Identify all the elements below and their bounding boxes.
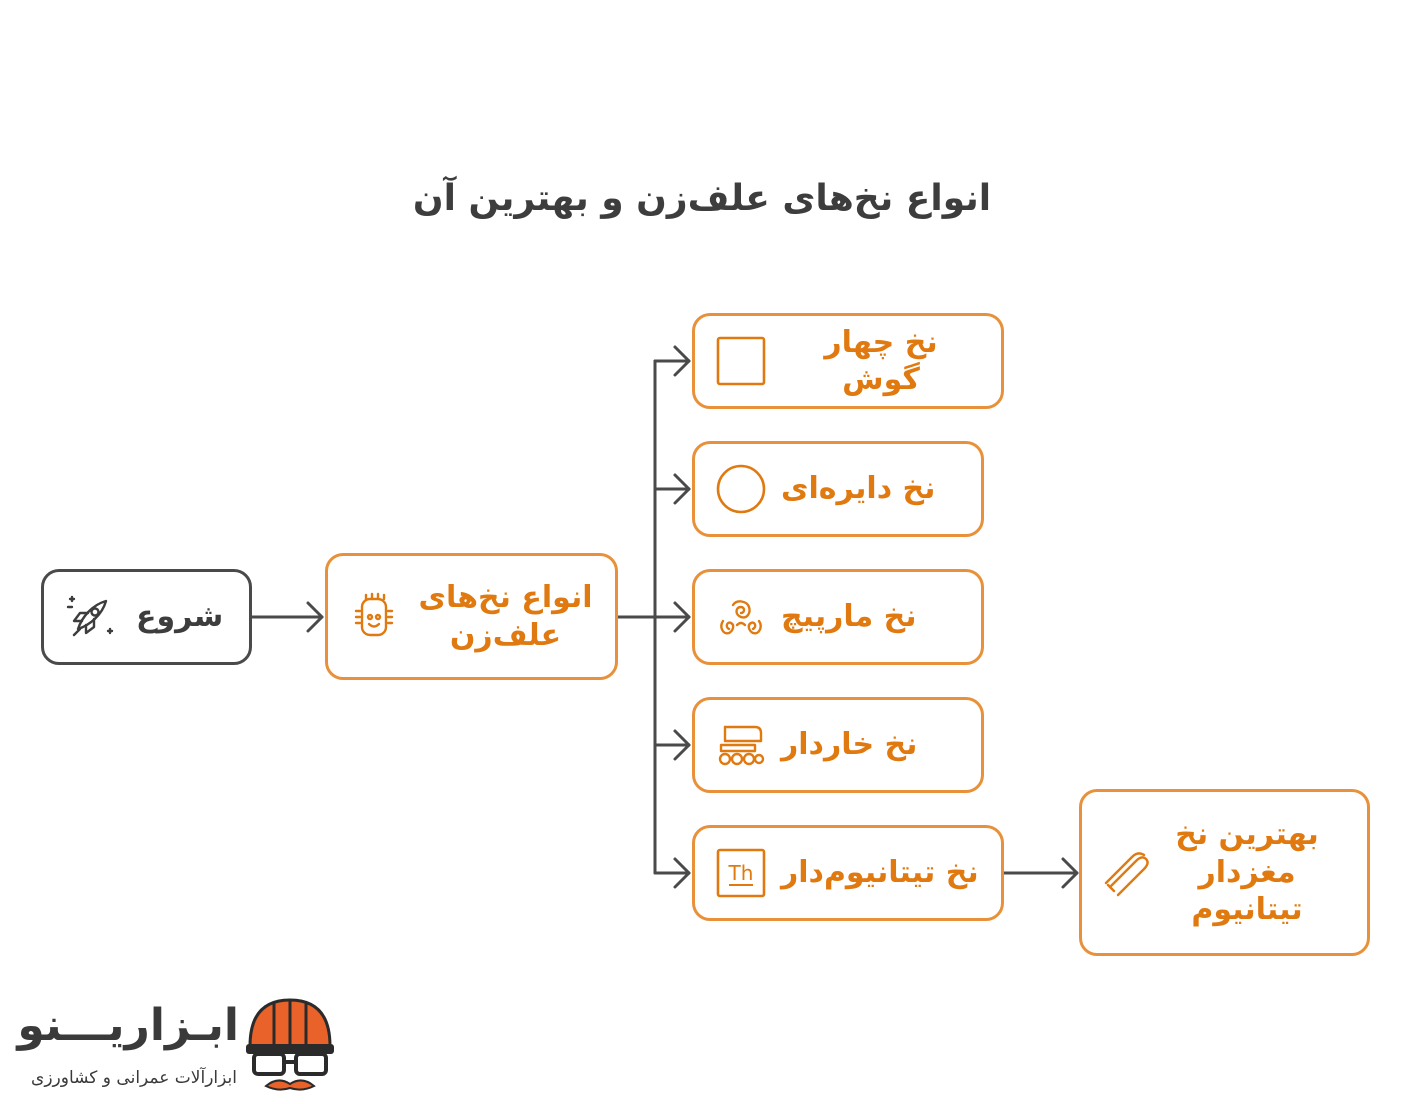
spiral-icon — [715, 591, 767, 643]
trimmer-head-icon — [348, 591, 400, 643]
circle-icon — [715, 463, 767, 515]
round-line-node — [692, 441, 984, 537]
brand-tagline: ابزارآلات عمرانی و کشاورزی — [31, 1068, 237, 1088]
rocket-icon — [64, 591, 116, 643]
trimmer-line-types-label: انواع نخ‌های علف‌زن — [418, 580, 593, 653]
page-title: انواع نخ‌های علف‌زن و بهترین آن — [412, 178, 992, 219]
spiral-line-label: نخ مارپیچ — [781, 599, 917, 635]
barbed-line-node — [692, 697, 984, 793]
wire-icon — [1102, 847, 1154, 899]
spiral-line-node — [692, 569, 984, 665]
square-line-node — [692, 313, 1004, 409]
helmet-logo-icon — [244, 994, 336, 1094]
titanium-line-label: نخ تیتانیوم‌دار — [781, 855, 979, 891]
square-line-label: نخ چهار گوش — [824, 324, 938, 397]
square-icon — [715, 335, 767, 387]
best-line-node — [1079, 789, 1370, 956]
trimmer-line-types-node — [325, 553, 618, 680]
titanium-element-icon — [715, 847, 767, 899]
start-node — [41, 569, 252, 665]
titanium-line-node — [692, 825, 1004, 921]
brand-name: ابـزاریـــنو — [17, 1000, 239, 1051]
best-line-label: بهترین نخ مغزدار تیتانیوم — [1175, 817, 1319, 928]
barbed-wire-icon — [715, 719, 767, 771]
barbed-line-label: نخ خاردار — [781, 727, 918, 763]
start-label: شروع — [136, 599, 224, 635]
svg-text:Th: Th — [728, 861, 754, 885]
round-line-label: نخ دایره‌ای — [781, 471, 936, 507]
